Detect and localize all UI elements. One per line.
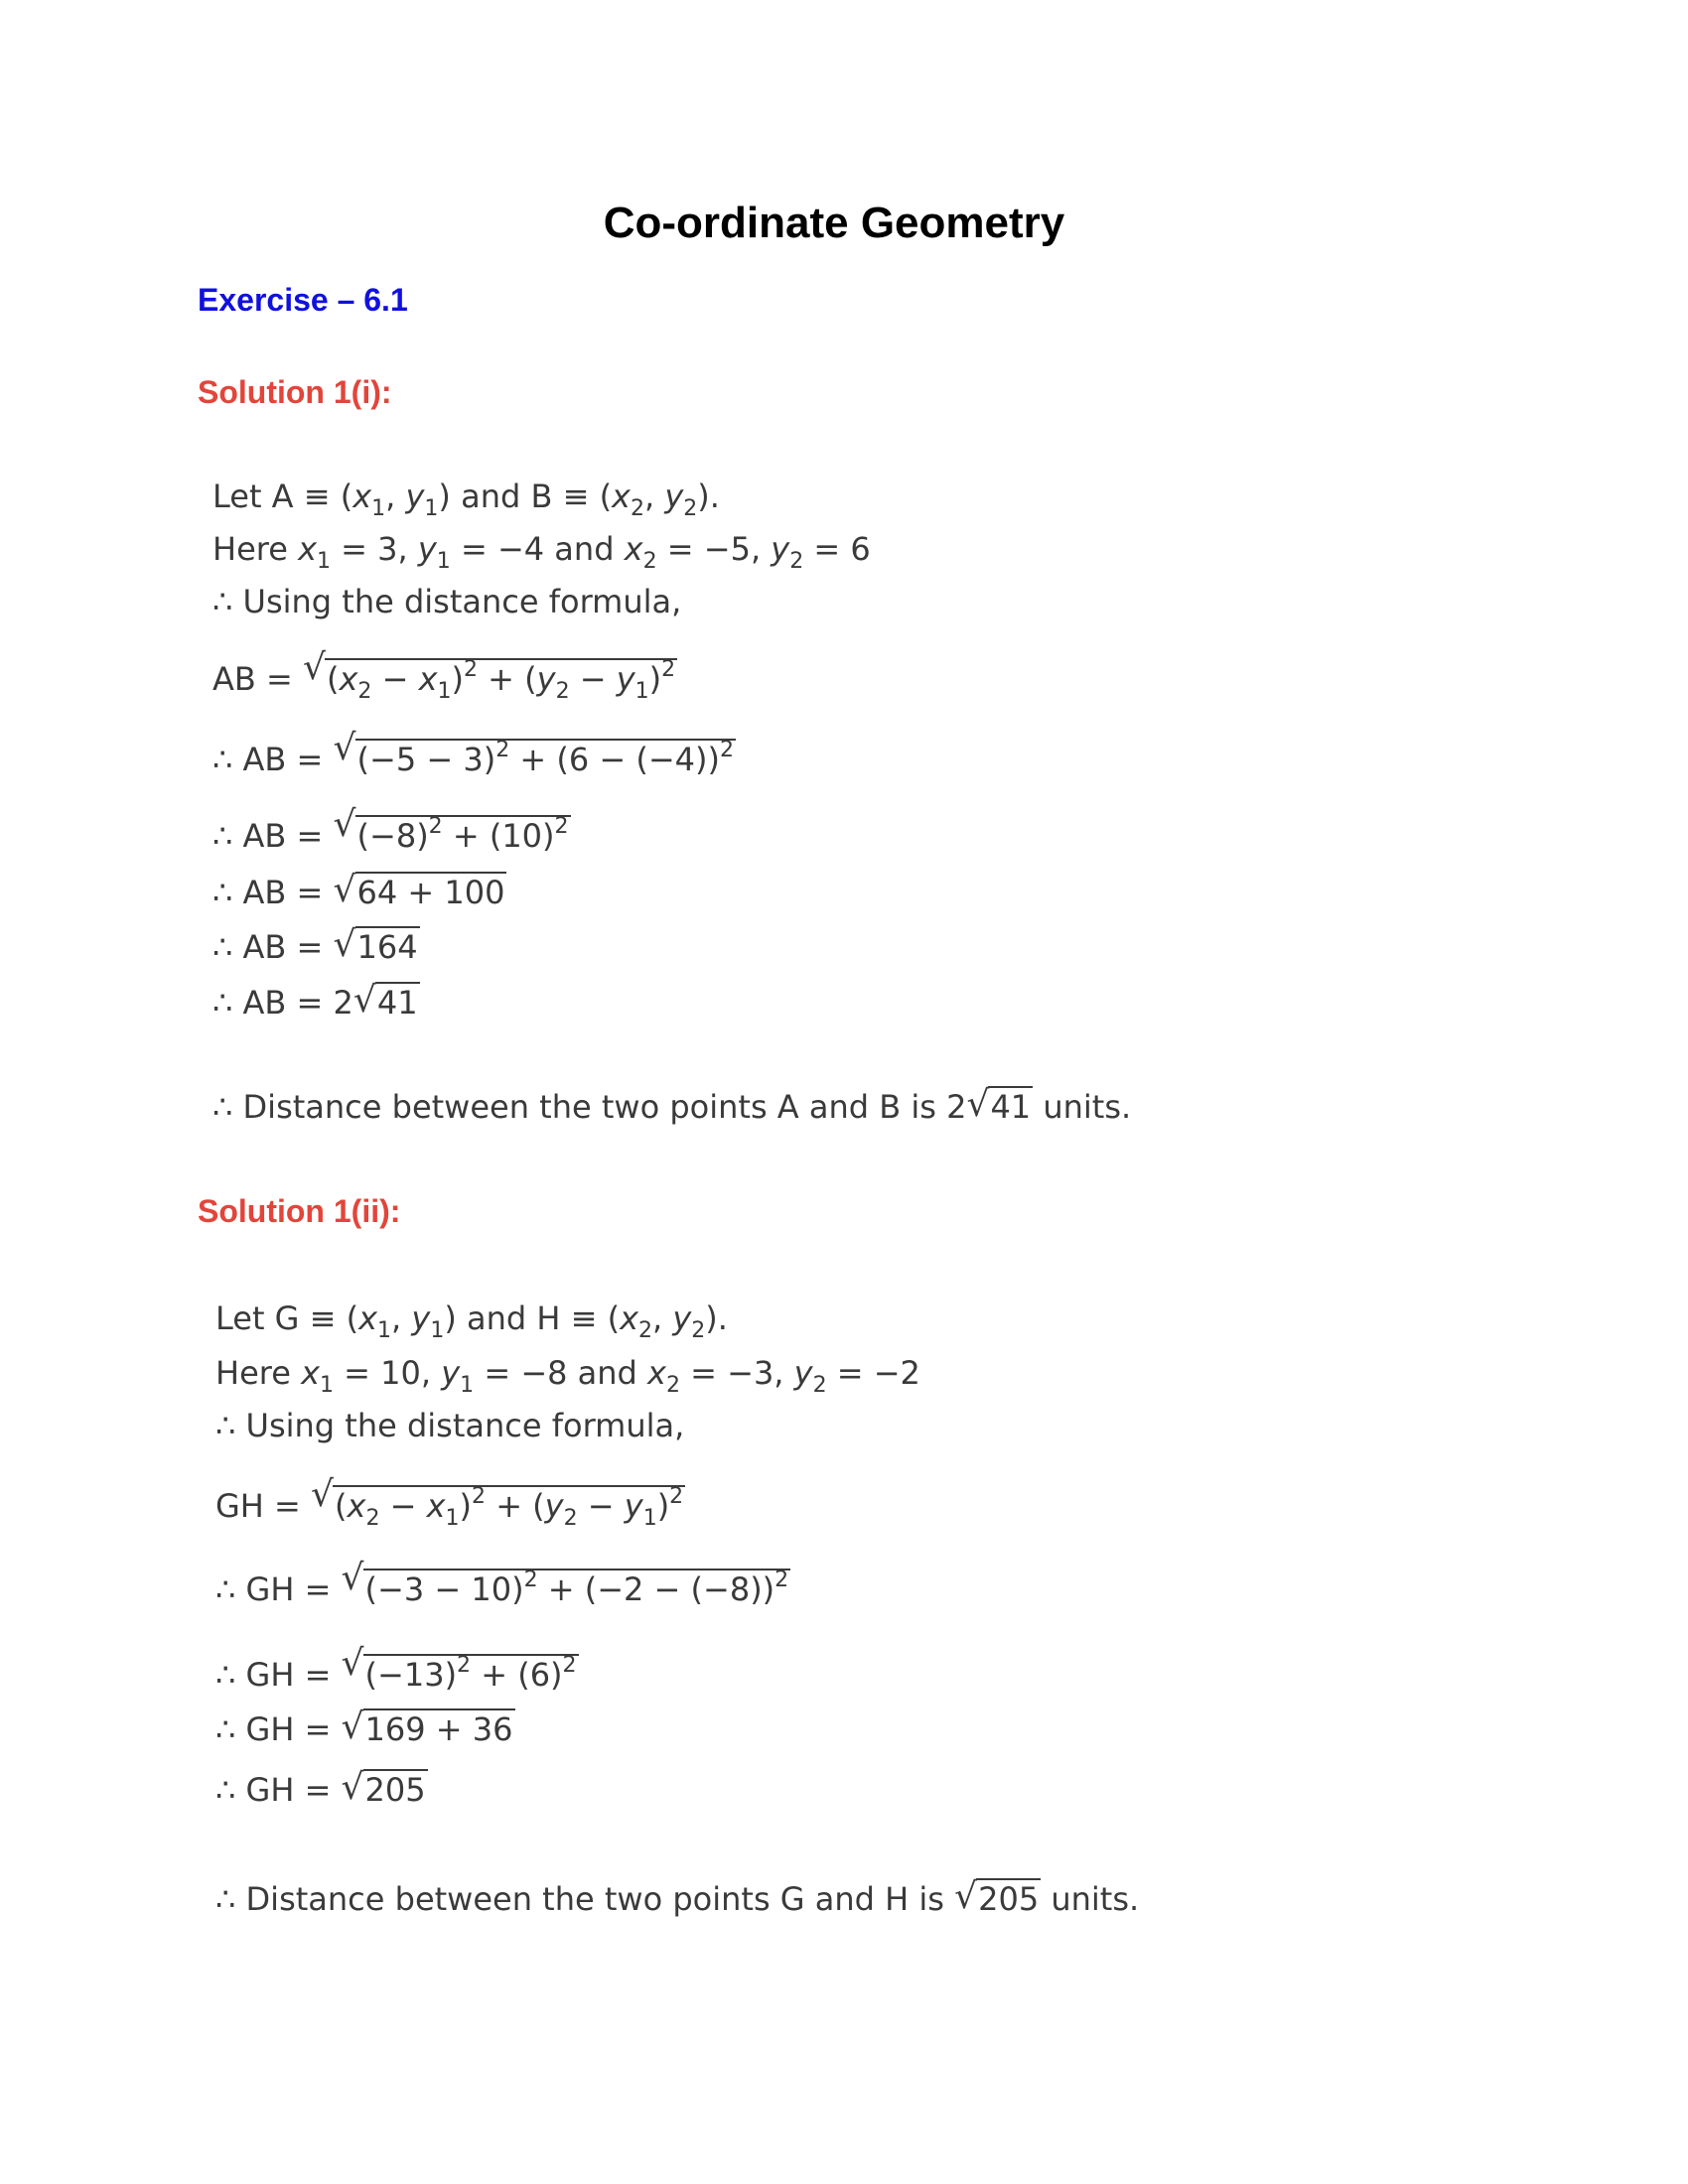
math-line-formula: GH = √ $(x_2 - x_1)^2 + (y_2 - y_1)^2$	[215, 1477, 685, 1539]
math-line-using: ∴ Using the distance formula,	[215, 1407, 685, 1444]
math-line-let: Let $G \equiv (x_1$, $y_1$) and $H \equiv (x_2$, $y_2$).	[215, 1299, 728, 1343]
radical-icon: √ $(-3 - 10)^2 + (-2 - (-8))^2$	[342, 1561, 791, 1609]
math-line-step2: ∴ AB = √ $(-5 - 3)^2 + (6 - (-4))^2$	[212, 731, 736, 779]
math-line-let: Let $A \equiv (x_1$, $y_1$) and $B \equiv (x_2$, $y_2$).	[212, 478, 720, 521]
math-line-step2: ∴ GH = √ $(-3 - 10)^2 + (-2 - (-8))^2$	[215, 1561, 790, 1609]
math-line-conclusion: ∴ Distance between the two points A and B is 2 √ 41 units.	[212, 1087, 1131, 1127]
radical-icon: √ 205	[342, 1770, 428, 1810]
math-line-conclusion: ∴ Distance between the two points G and H is √ 205 units.	[215, 1879, 1139, 1919]
radical-icon: √ $(x_2 - x_1)^2 + (y_2 - y_1)^2$	[311, 1477, 685, 1539]
radical-icon: √ $(-8)^2 + (10)^2$	[334, 807, 571, 856]
math-line-step6: ∴ AB = 2 √ 41	[212, 983, 420, 1023]
radical-icon: √ 164	[334, 927, 420, 967]
radical-icon: √ 64 + 100	[334, 873, 507, 912]
math-line-step3: ∴ AB = √ $(-8)^2 + (10)^2$	[212, 807, 571, 856]
math-line-here: Here $x_1 = 10$, $y_1 = -8$ and $x_2 = -3$, $y_2 = -2$	[215, 1354, 920, 1398]
math-line-formula: AB = √ $(x_2 - x_1)^2 + (y_2 - y_1)^2$	[212, 650, 677, 712]
math-line-step4: ∴ GH = √ 169 + 36	[215, 1709, 515, 1749]
solution-heading-1i: Solution 1(i):	[198, 374, 392, 410]
exercise-heading: Exercise – 6.1	[198, 282, 408, 318]
radical-icon: √ $(x_2 - x_1)^2 + (y_2 - y_1)^2$	[303, 650, 677, 712]
radical-icon: √ 41	[353, 983, 420, 1023]
math-line-using: ∴ Using the distance formula,	[212, 583, 682, 620]
math-line-step5: ∴ GH = √ 205	[215, 1770, 428, 1810]
radical-icon: √ 169 + 36	[342, 1709, 515, 1749]
radical-icon: √ $(-13)^2 + (6)^2$	[342, 1646, 579, 1695]
math-line-here: Here $x_1 = 3$, $y_1 = -4$ and $x_2 = -5$, $y_2 = 6$	[212, 530, 871, 574]
radical-icon: √ 41	[966, 1087, 1033, 1127]
math-line-step3: ∴ GH = √ $(-13)^2 + (6)^2$	[215, 1646, 579, 1695]
radical-icon: √ 205	[954, 1879, 1041, 1919]
solution-heading-1ii: Solution 1(ii):	[198, 1193, 401, 1229]
radical-icon: √ $(-5 - 3)^2 + (6 - (-4))^2$	[334, 731, 736, 779]
page-title: Co-ordinate Geometry	[603, 199, 1065, 247]
math-line-step5: ∴ AB = √ 164	[212, 927, 420, 967]
math-line-step4: ∴ AB = √ 64 + 100	[212, 873, 506, 912]
